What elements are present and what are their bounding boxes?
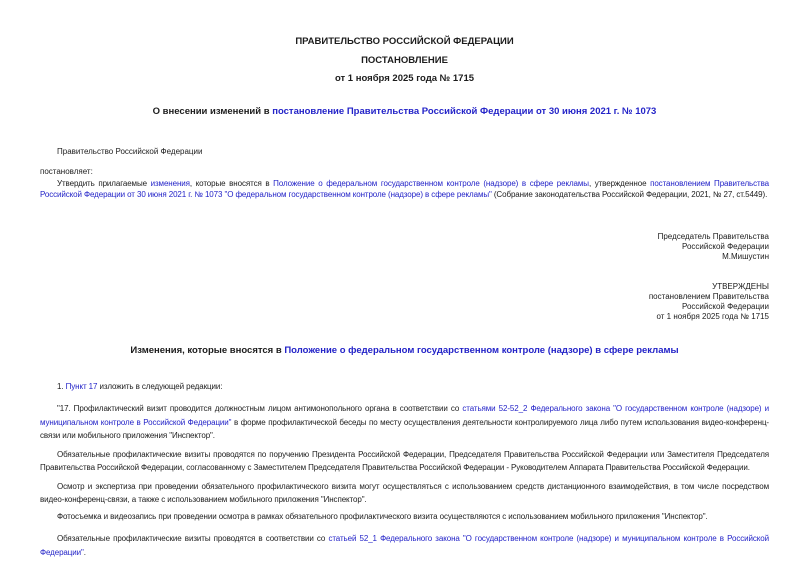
annex-paragraph-2 bbox=[40, 402, 769, 443]
document-link[interactable]: постановление Правительства Российской Федерации от 30 июня 2021 г. № 1073 bbox=[272, 105, 657, 117]
approval-paragraph bbox=[40, 178, 769, 201]
block-line: Российской Федерации bbox=[682, 241, 769, 251]
text-segment: Осмотр и экспертиза при проведении обязательного профилактического визита могут осуществляться с использованием средств дистанционного взаимодействия, в том числе посредством видео-конференц-связи, а также с использованием мобильного приложения "Инспектор". bbox=[40, 481, 769, 504]
document-link[interactable]: изменения bbox=[150, 178, 190, 188]
text-segment: , утвержденное bbox=[588, 178, 651, 188]
text-segment: Обязательные профилактические визиты проводятся в соответствии со bbox=[57, 534, 329, 543]
annex-paragraph-4 bbox=[40, 480, 769, 507]
document-title bbox=[40, 106, 769, 118]
text-segment: Утвердить прилагаемые bbox=[57, 178, 151, 188]
text-segment: Фотосъемка и видеозапись при проведении осмотра в рамках обязательного профилактического визита осуществляются с использованием мобильного приложения "Инспектор". bbox=[57, 511, 708, 521]
text-segment: 1. bbox=[57, 381, 66, 391]
annex-paragraph-5 bbox=[40, 510, 769, 524]
block-line: УТВЕРЖДЕНЫ bbox=[712, 281, 769, 291]
annex-paragraph-3 bbox=[40, 448, 769, 475]
text-segment: , которые вносятся в bbox=[189, 178, 274, 188]
document-link[interactable]: Положение о федеральном государственном контроле (надзоре) в сфере рекламы bbox=[273, 178, 589, 188]
text-segment: . bbox=[83, 547, 86, 557]
annex-paragraph-6 bbox=[40, 532, 769, 559]
text-segment: (Собрание законодательства Российской Федерации, 2021, № 27, ст.5449). bbox=[491, 190, 768, 199]
text-segment: Обязательные профилактические визиты проводятся по поручению Президента Российской Федерации, Председателя Правительства Российской Федерации или Заместителя Председателя Правительства Российской Федерации, согласованному с Заместителем Председателя Правительства Российской Федерации - Руководителем Аппарата Правительства Российской Федерации. bbox=[40, 449, 769, 472]
block-line: постановлением Правительства bbox=[648, 291, 769, 301]
block-line: М.Мишустин bbox=[722, 251, 769, 261]
signature-block bbox=[40, 232, 769, 262]
text-segment: изложить в следующей редакции: bbox=[97, 381, 223, 391]
document-link[interactable]: статьями 52-52_2 Федерального закона "О государственном контроле (надзоре) и муниципальном контроле в Российской Федерации" bbox=[40, 404, 769, 427]
annex-paragraph-1 bbox=[40, 380, 769, 394]
document-type: ПОСТАНОВЛЕНИЕ bbox=[361, 54, 448, 66]
block-line: от 1 ноября 2025 года № 1715 bbox=[656, 311, 769, 321]
approval-stamp-block bbox=[40, 282, 769, 322]
issuing-authority: ПРАВИТЕЛЬСТВО РОССИЙСКОЙ ФЕДЕРАЦИИ bbox=[295, 36, 514, 47]
text-segment: Изменения, которые вносятся в bbox=[130, 344, 285, 356]
block-line: Российской Федерации bbox=[682, 301, 769, 311]
document-header bbox=[40, 33, 769, 89]
document-link[interactable]: постановлением Правительства Российской Федерации от 30 июня 2021 г. № 1073 "О федеральном государственном контроле (надзоре) в сфере рекламы" bbox=[40, 178, 769, 199]
block-line: Председатель Правительства bbox=[657, 231, 769, 241]
document-link[interactable]: Положение о федеральном государственном контроле (надзоре) в сфере рекламы bbox=[284, 344, 679, 356]
text-segment: в форме профилактической беседы по месту осуществления деятельности контролируемого лица либо путем использования видео-конференц-связи или мобильного приложения "Инспектор". bbox=[40, 417, 769, 440]
resolves-clause: постановляет: bbox=[40, 167, 93, 176]
document-link[interactable]: статьей 52_1 Федерального закона "О государственном контроле (надзоре) и муниципальном контроле в Российской Федерации" bbox=[40, 534, 769, 557]
document-link[interactable]: Пункт 17 bbox=[65, 381, 98, 391]
preamble-intro: Правительство Российской Федерации bbox=[57, 146, 203, 156]
text-segment: О внесении изменений в bbox=[152, 105, 273, 117]
text-segment: "17. Профилактический визит проводится должностным лицом антимонопольного органа в соответствии со bbox=[57, 404, 463, 413]
document-date-number: от 1 ноября 2025 года № 1715 bbox=[334, 73, 475, 84]
annex-heading bbox=[40, 345, 769, 357]
